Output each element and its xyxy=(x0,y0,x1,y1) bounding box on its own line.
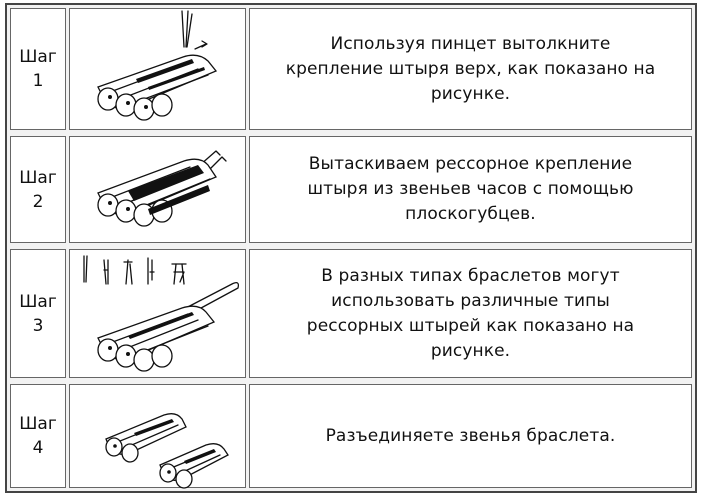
step-row-1 xyxy=(7,5,695,133)
step-row-3 xyxy=(7,246,695,381)
step-illustration-cell xyxy=(69,249,246,378)
step-illustration-cell xyxy=(69,384,246,488)
spring-bar-types-illustration xyxy=(70,250,245,379)
tweezers-pushing-pin-illustration xyxy=(70,9,245,129)
step-description-cell xyxy=(249,8,692,130)
step-number-label: Шаг 4 xyxy=(19,414,57,458)
step-illustration-cell xyxy=(69,8,246,130)
pliers-pulling-pin-illustration xyxy=(70,137,245,244)
step-row-2 xyxy=(7,133,695,246)
step-number-label: Шаг 1 xyxy=(19,47,57,91)
step-illustration-cell xyxy=(69,136,246,243)
step-description: В разных типах браслетов могут использовать различные типы рессорных штырей как показано на рисунке. xyxy=(306,265,635,361)
step-number-cell xyxy=(10,384,66,488)
step-number-cell xyxy=(10,136,66,243)
step-description-cell xyxy=(249,249,692,378)
instructions-table xyxy=(5,3,697,493)
step-number-cell xyxy=(10,8,66,130)
step-description: Вытаскиваем рессорное крепление штыря из звеньев часов с помощью плоскогубцев. xyxy=(307,154,634,224)
step-row-4 xyxy=(7,381,695,491)
step-number-label: Шаг 2 xyxy=(19,167,57,212)
separated-links-illustration xyxy=(70,385,245,489)
step-description: Разъединяете звенья браслета. xyxy=(325,425,616,446)
step-description-cell xyxy=(249,384,692,488)
step-description: Используя пинцет вытолкните крепление штыря верх, как показано на рисунке. xyxy=(285,33,656,104)
step-number-label: Шаг 3 xyxy=(19,291,57,336)
spring-bar-types xyxy=(84,256,186,284)
step-number-cell xyxy=(10,249,66,378)
step-description-cell xyxy=(249,136,692,243)
